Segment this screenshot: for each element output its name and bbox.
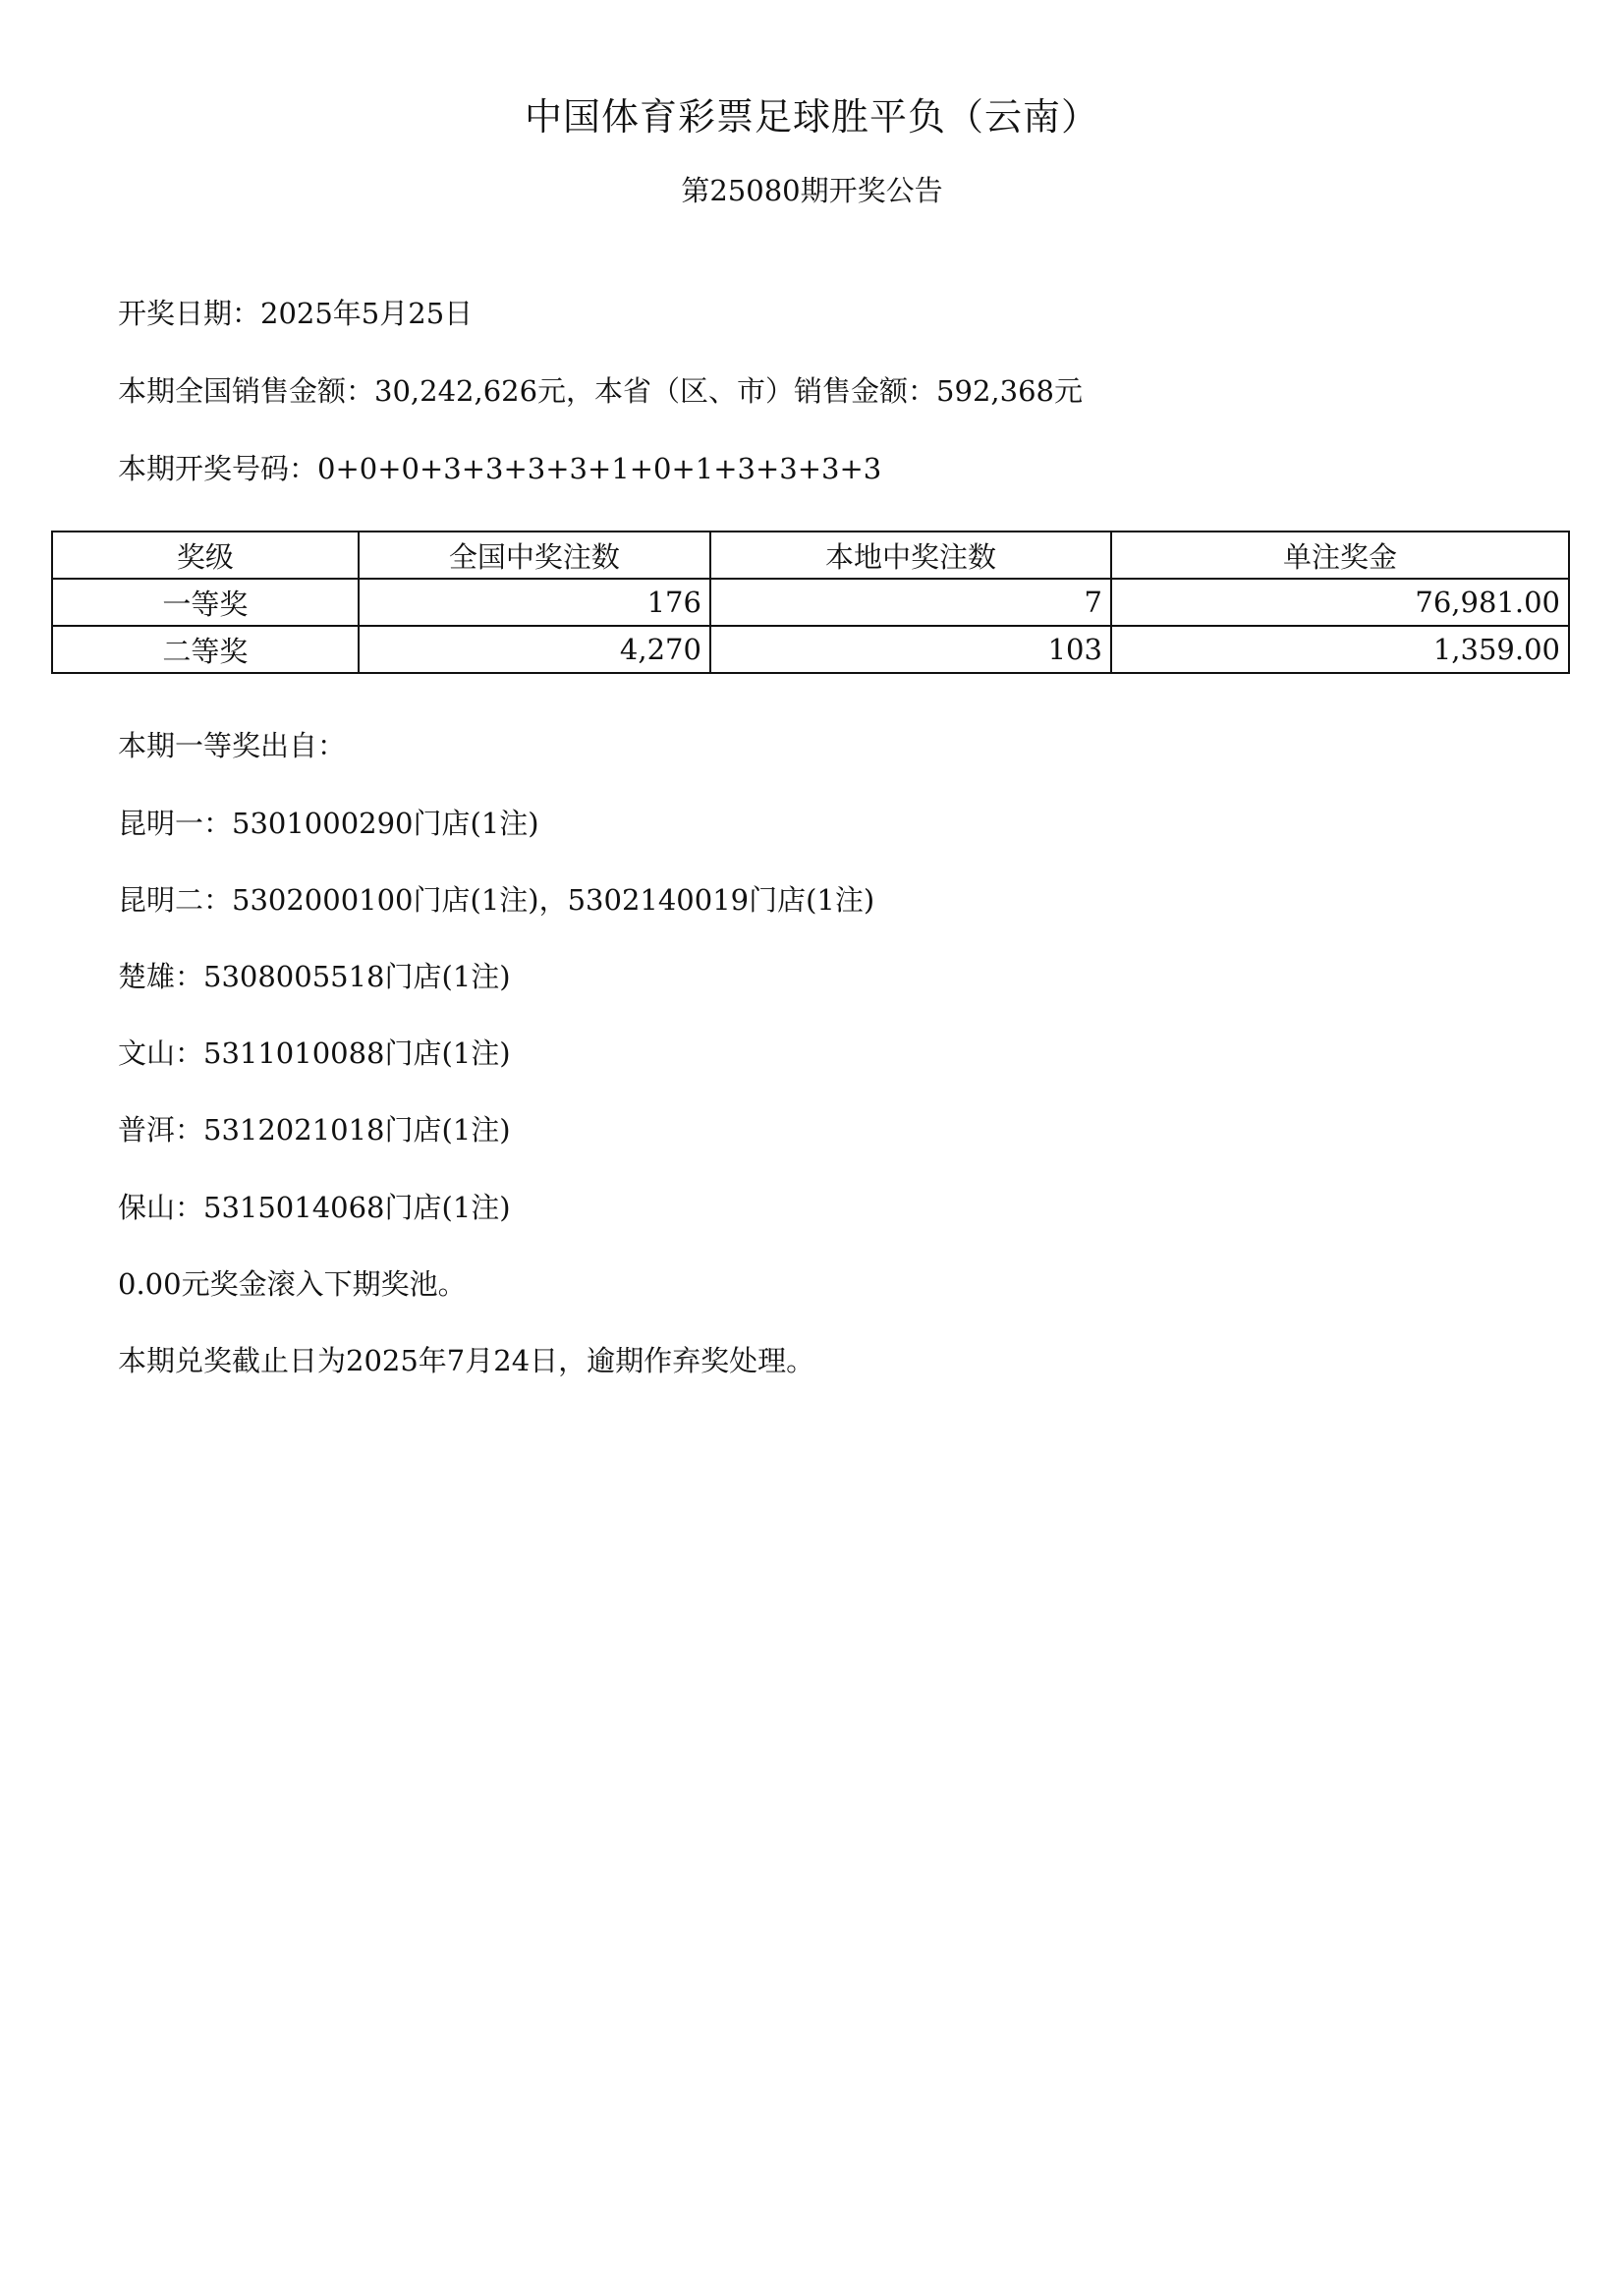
winner-location-line: 保山：5315014068门店(1注) — [118, 1191, 511, 1224]
page-title: 中国体育彩票足球胜平负（云南） — [524, 95, 1099, 139]
winner-location-line: 昆明一：5301000290门店(1注) — [118, 807, 539, 840]
draw-date: 开奖日期：2025年5月25日 — [118, 297, 474, 330]
header-local-winners: 本地中奖注数 — [710, 532, 1111, 579]
cell-local-winners: 103 — [710, 626, 1111, 673]
prize-table — [51, 531, 1570, 674]
header-prize-level: 奖级 — [52, 532, 359, 579]
winner-location-line: 楚雄：5308005518门店(1注) — [118, 960, 511, 993]
cell-national-winners: 4,270 — [359, 626, 710, 673]
sales-amount: 本期全国销售金额：30,242,626元，本省（区、市）销售金额：592,368元 — [118, 374, 1083, 408]
draw-issue-subtitle: 第25080期开奖公告 — [681, 174, 943, 207]
claim-deadline-note: 本期兑奖截止日为2025年7月24日，逾期作弃奖处理。 — [118, 1344, 815, 1377]
table-header-row — [52, 532, 1569, 579]
winner-location-line: 昆明二：5302000100门店(1注)，5302140019门店(1注) — [118, 883, 875, 917]
prize-rollover-note: 0.00元奖金滚入下期奖池。 — [118, 1267, 467, 1301]
table-row — [52, 626, 1569, 673]
cell-prize-amount: 76,981.00 — [1111, 579, 1569, 626]
winning-numbers: 本期开奖号码：0+0+0+3+3+3+3+1+0+1+3+3+3+3 — [118, 452, 882, 485]
winner-location-line: 普洱：5312021018门店(1注) — [118, 1113, 511, 1147]
cell-prize-level: 二等奖 — [52, 626, 359, 673]
table-row — [52, 579, 1569, 626]
cell-national-winners: 176 — [359, 579, 710, 626]
winner-location-line: 文山：5311010088门店(1注) — [118, 1036, 511, 1070]
cell-prize-amount: 1,359.00 — [1111, 626, 1569, 673]
header-prize-amount: 单注奖金 — [1111, 532, 1569, 579]
winners-heading: 本期一等奖出自： — [118, 729, 347, 762]
cell-prize-level: 一等奖 — [52, 579, 359, 626]
header-national-winners: 全国中奖注数 — [359, 532, 710, 579]
cell-local-winners: 7 — [710, 579, 1111, 626]
